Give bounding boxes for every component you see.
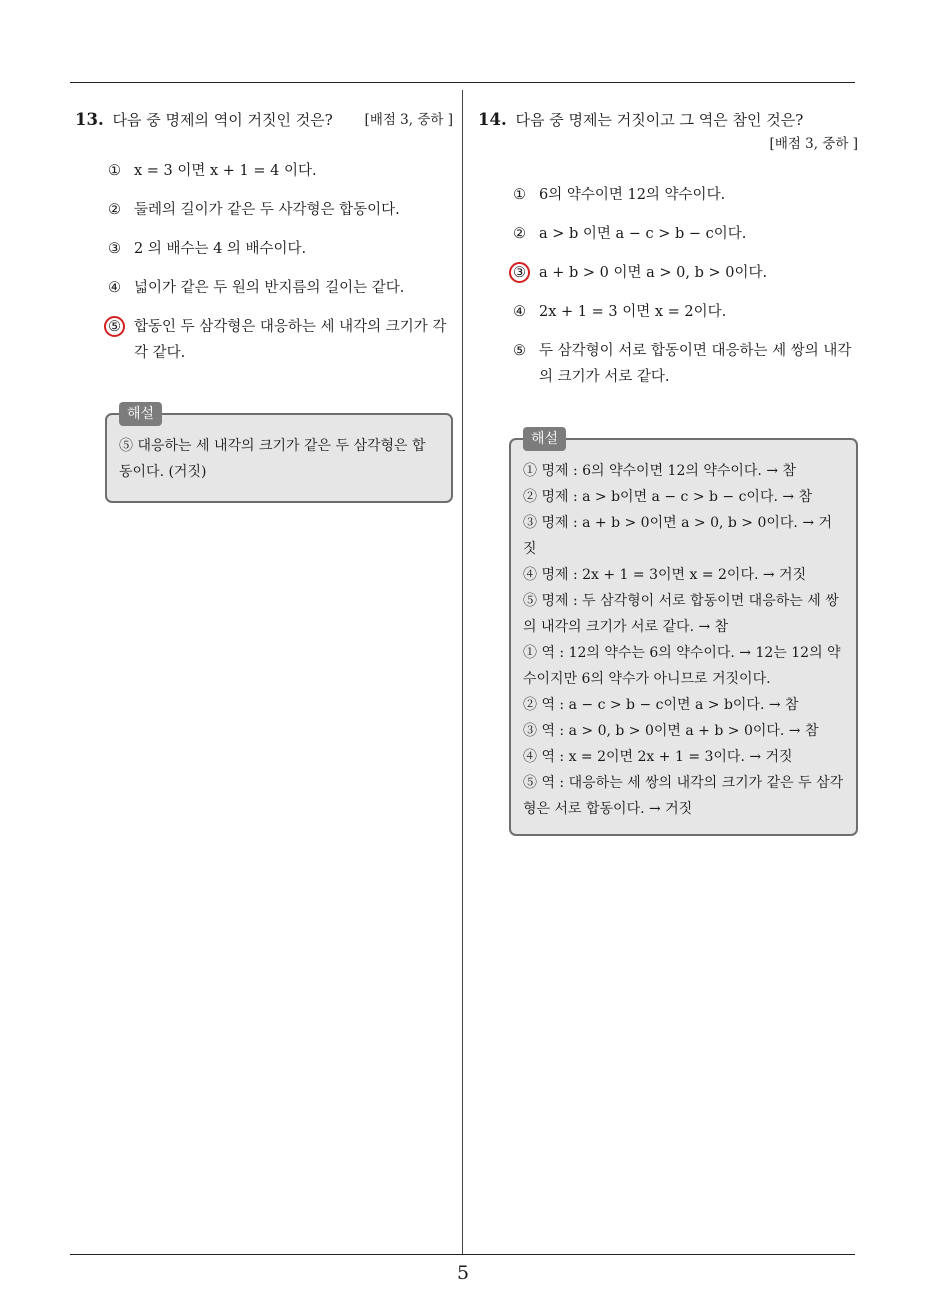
choice-text: 2x + 1 = 3 이면 x = 2이다.: [539, 304, 727, 320]
page-number: 5: [456, 1262, 470, 1284]
score-difficulty: [배점 3, 중하 ]: [364, 112, 453, 128]
choice-text: x = 3 이면 x + 1 = 4 이다.: [134, 163, 317, 179]
choice-3[interactable]: [513, 260, 858, 286]
choice-mark: ②: [513, 226, 526, 242]
choice-text: 합동인 두 삼각형은 대응하는 세 내각의 크기가 각각 같다.: [134, 319, 447, 361]
choice-mark: ⑤: [513, 343, 526, 359]
choice-list: [108, 158, 453, 366]
choice-mark: ①: [513, 187, 526, 203]
solution-line: ④ 명제 : 2x + 1 = 3이면 x = 2이다. → 거짓: [523, 567, 807, 583]
choice-text: 2 의 배수는 4 의 배수이다.: [134, 241, 307, 257]
score-difficulty: [배점 3, 중하 ]: [769, 136, 858, 152]
question-13-header: [75, 108, 453, 132]
choice-3[interactable]: [108, 236, 453, 262]
question-text: 다음 중 명제의 역이 거짓인 것은?: [112, 111, 333, 129]
choice-5[interactable]: [513, 338, 858, 390]
solution-box: [509, 431, 858, 836]
choice-list: [513, 182, 858, 390]
solution-line: ① 역 : 12의 약수는 6의 약수이다. → 12는 12의 약수이지만 6의 약수가 아니므로 거짓이다.: [523, 645, 841, 687]
solution-line: ② 역 : a − c > b − c이면 a > b이다. → 참: [523, 697, 799, 713]
choice-text: 6의 약수이면 12의 약수이다.: [539, 187, 726, 203]
question-number: 14.: [478, 110, 507, 129]
solution-line: ① 명제 : 6의 약수이면 12의 약수이다. → 참: [523, 463, 797, 479]
solution-line: ⑤ 역 : 대응하는 세 쌍의 내각의 크기가 같은 두 삼각형은 서로 합동이다. → 거짓: [523, 775, 844, 817]
choice-5[interactable]: [108, 314, 453, 366]
choice-mark: ④: [108, 280, 121, 296]
choice-2[interactable]: [108, 197, 453, 223]
question-number: 13.: [75, 110, 104, 129]
solution-line: ③ 역 : a > 0, b > 0이면 a + b > 0이다. → 참: [523, 723, 819, 739]
choice-2[interactable]: [513, 221, 858, 247]
solution-line: ⑤ 명제 : 두 삼각형이 서로 합동이면 대응하는 세 쌍의 내각의 크기가 서로 같다. → 참: [523, 593, 839, 635]
solution-box: [105, 406, 453, 503]
choice-4[interactable]: [513, 299, 858, 325]
solution-label: 해설: [119, 402, 162, 426]
question-14: [478, 108, 858, 817]
choice-1[interactable]: [108, 158, 453, 184]
choice-text: a + b > 0 이면 a > 0, b > 0이다.: [539, 265, 768, 281]
choice-mark: ⑤: [108, 319, 121, 335]
choice-mark: ①: [108, 163, 121, 179]
choice-text: 넓이가 같은 두 원의 반지름의 길이는 같다.: [134, 280, 405, 296]
choice-mark: ③: [108, 241, 121, 257]
question-13: [75, 108, 453, 480]
choice-4[interactable]: [108, 275, 453, 301]
choice-text: 두 삼각형이 서로 합동이면 대응하는 세 쌍의 내각의 크기가 서로 같다.: [539, 343, 852, 385]
question-14-header: [478, 108, 858, 156]
solution-line: ② 명제 : a > b이면 a − c > b − c이다. → 참: [523, 489, 813, 505]
top-rule: [70, 82, 855, 83]
choice-1[interactable]: [513, 182, 858, 208]
column-divider: [462, 90, 463, 1254]
solution-label: 해설: [523, 427, 566, 451]
choice-mark: ④: [513, 304, 526, 320]
solution-line: ③ 명제 : a + b > 0이면 a > 0, b > 0이다. → 거짓: [523, 515, 833, 557]
choice-mark: ②: [108, 202, 121, 218]
solution-line: ④ 역 : x = 2이면 2x + 1 = 3이다. → 거짓: [523, 749, 793, 765]
question-text: 다음 중 명제는 거짓이고 그 역은 참인 것은?: [515, 111, 804, 129]
solution-lines: [523, 458, 844, 822]
bottom-rule: [70, 1254, 855, 1255]
choice-mark: ③: [513, 265, 526, 281]
solution-line: ⑤ 대응하는 세 내각의 크기가 같은 두 삼각형은 합동이다. (거짓): [119, 438, 426, 480]
choice-text: a > b 이면 a − c > b − c이다.: [539, 226, 747, 242]
solution-lines: [119, 433, 439, 485]
choice-text: 둘레의 길이가 같은 두 사각형은 합동이다.: [134, 202, 400, 218]
